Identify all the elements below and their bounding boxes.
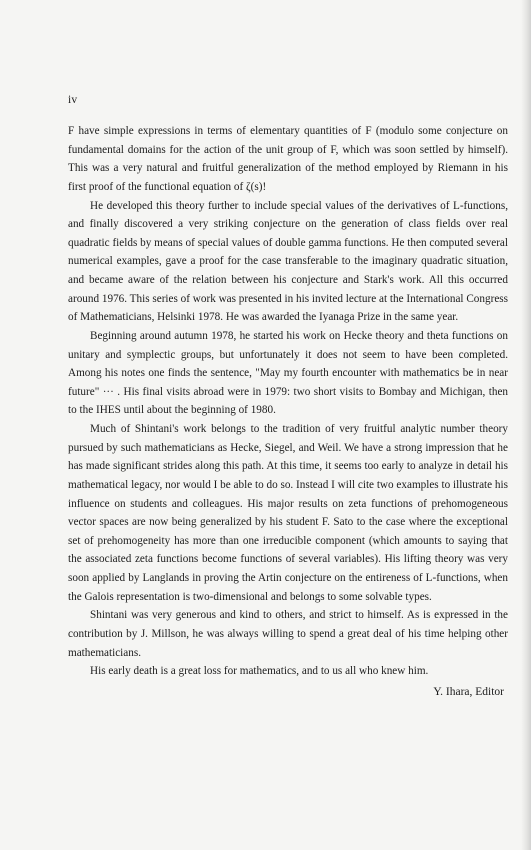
paragraph: F have simple expressions in terms of elementary quantities of F (modulo some conjecture on fundamental domains for the action of the unit group of F, which was soon settled by himself). This was a very natural and fruitful generalization of the method employed by Riemann in his first proof of the functional equation of ζ(s)! — [68, 125, 508, 193]
paragraph: His early death is a great loss for mathematics, and to us all who knew him. — [90, 665, 429, 678]
editor-signature: Y. Ihara, Editor — [433, 685, 504, 698]
page-number: iv — [68, 94, 78, 106]
paragraph: He developed this theory further to include special values of the derivatives of L-functions, and finally discovered a very striking conjecture on the generation of class fields over real quadratic fields by means of special values of double gamma functions. He then computed several numerical examples, gave a proof for the case transferable to the imaginary quadratic situation, and became aware of the relation between his conjecture and Stark's work. All this occurred around 1976. This series of work was presented in his invited lecture at the International Congress of Mathematicians, Helsinki 1978. He was awarded the Iyanaga Prize in the same year. — [68, 199, 508, 324]
paragraph: Shintani was very generous and kind to others, and strict to himself. As is expressed in the contribution by J. Millson, he was always willing to spend a great deal of his time helping other mathematicians. — [68, 609, 508, 659]
paragraph: Much of Shintani's work belongs to the tradition of very fruitful analytic number theory pursued by such mathematicians as Hecke, Siegel, and Weil. We have a strong impression that he has made significant strides along this path. At this time, it seems too early to analyze in detail his mathematical legacy, nor would I be able to do so. Instead I will cite two examples to illustrate his influence on students and colleagues. His major results on zeta functions of prehomogeneous vector spaces are now being generalized by his student F. Sato to the case where the exceptional set of prehomogeneity has more than one irreducible component (which amounts to saying that the associated zeta functions become functions of several variables). His lifting theory was very soon applied by Langlands in proving the Artin conjecture on the entireness of L-functions, when the Galois representation is two-dimensional and belongs to some solvable types. — [68, 423, 508, 603]
body-text — [68, 122, 508, 701]
page-edge-shadow — [521, 0, 531, 850]
paragraph: Beginning around autumn 1978, he started his work on Hecke theory and theta functions on unitary and symplectic groups, but unfortunately it does not seem to have been completed. Among his notes one finds the sentence, "May my fourth encounter with mathematics be in near future" ··· . His final visits abroad were in 1979: two short visits to Bombay and Michigan, then to the IHES until about the beginning of 1980. — [68, 329, 508, 417]
